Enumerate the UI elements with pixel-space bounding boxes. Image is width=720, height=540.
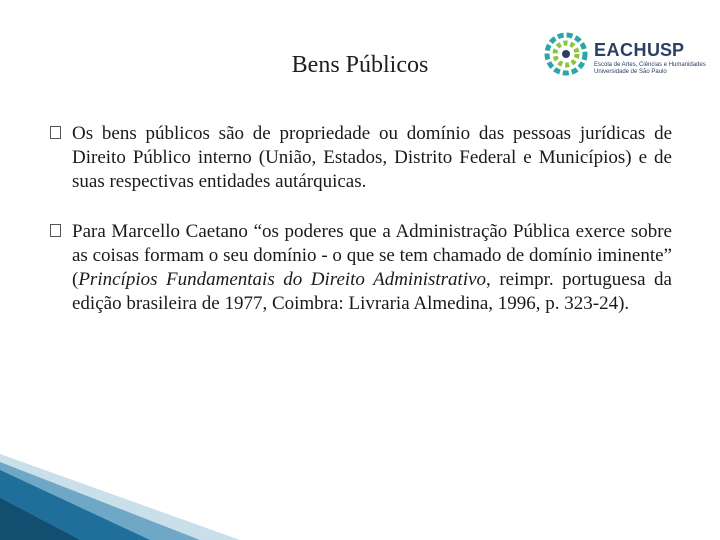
each-emblem-icon xyxy=(540,24,592,84)
bullet-list xyxy=(50,122,672,342)
bullet-item xyxy=(50,220,672,316)
logo-subtitle-line2: Universidade de São Paulo xyxy=(594,69,667,75)
logo-usp-text: USP xyxy=(647,40,685,60)
slide-title: Bens Públicos xyxy=(291,52,429,78)
book-title: Princípios Fundamentais do Direito Administrativo xyxy=(78,269,487,290)
bullet-square-icon xyxy=(50,224,61,237)
bullet-text-start: Para Marcello Caetano “os poderes que a Administração Pública exerce sobre as coisas formam o seu domínio - o que se tem chamado de domínio iminente” ( xyxy=(72,221,672,290)
bullet-text: Os bens públicos são de propriedade ou domínio das pessoas jurídicas de Direito Público interno (União, Estados, Distrito Federal e Municípios) e de suas respectivas entidades autárquicas. xyxy=(72,123,672,192)
each-usp-logo xyxy=(540,24,712,90)
bullet-text xyxy=(72,220,672,316)
logo-subtitle-line1: Escola de Artes, Ciências e Humanidades xyxy=(594,62,706,68)
corner-decoration xyxy=(0,440,240,540)
bullet-square-icon xyxy=(50,126,61,139)
logo-each-text: EACH xyxy=(594,40,648,60)
bullet-item xyxy=(50,122,672,194)
bullet-text-end: , reimpr. portuguesa da edição brasileira de 1977, Coimbra: Livraria Almedina, 1996, p. 323-24). xyxy=(72,269,672,314)
logo-subtitle xyxy=(594,62,712,76)
